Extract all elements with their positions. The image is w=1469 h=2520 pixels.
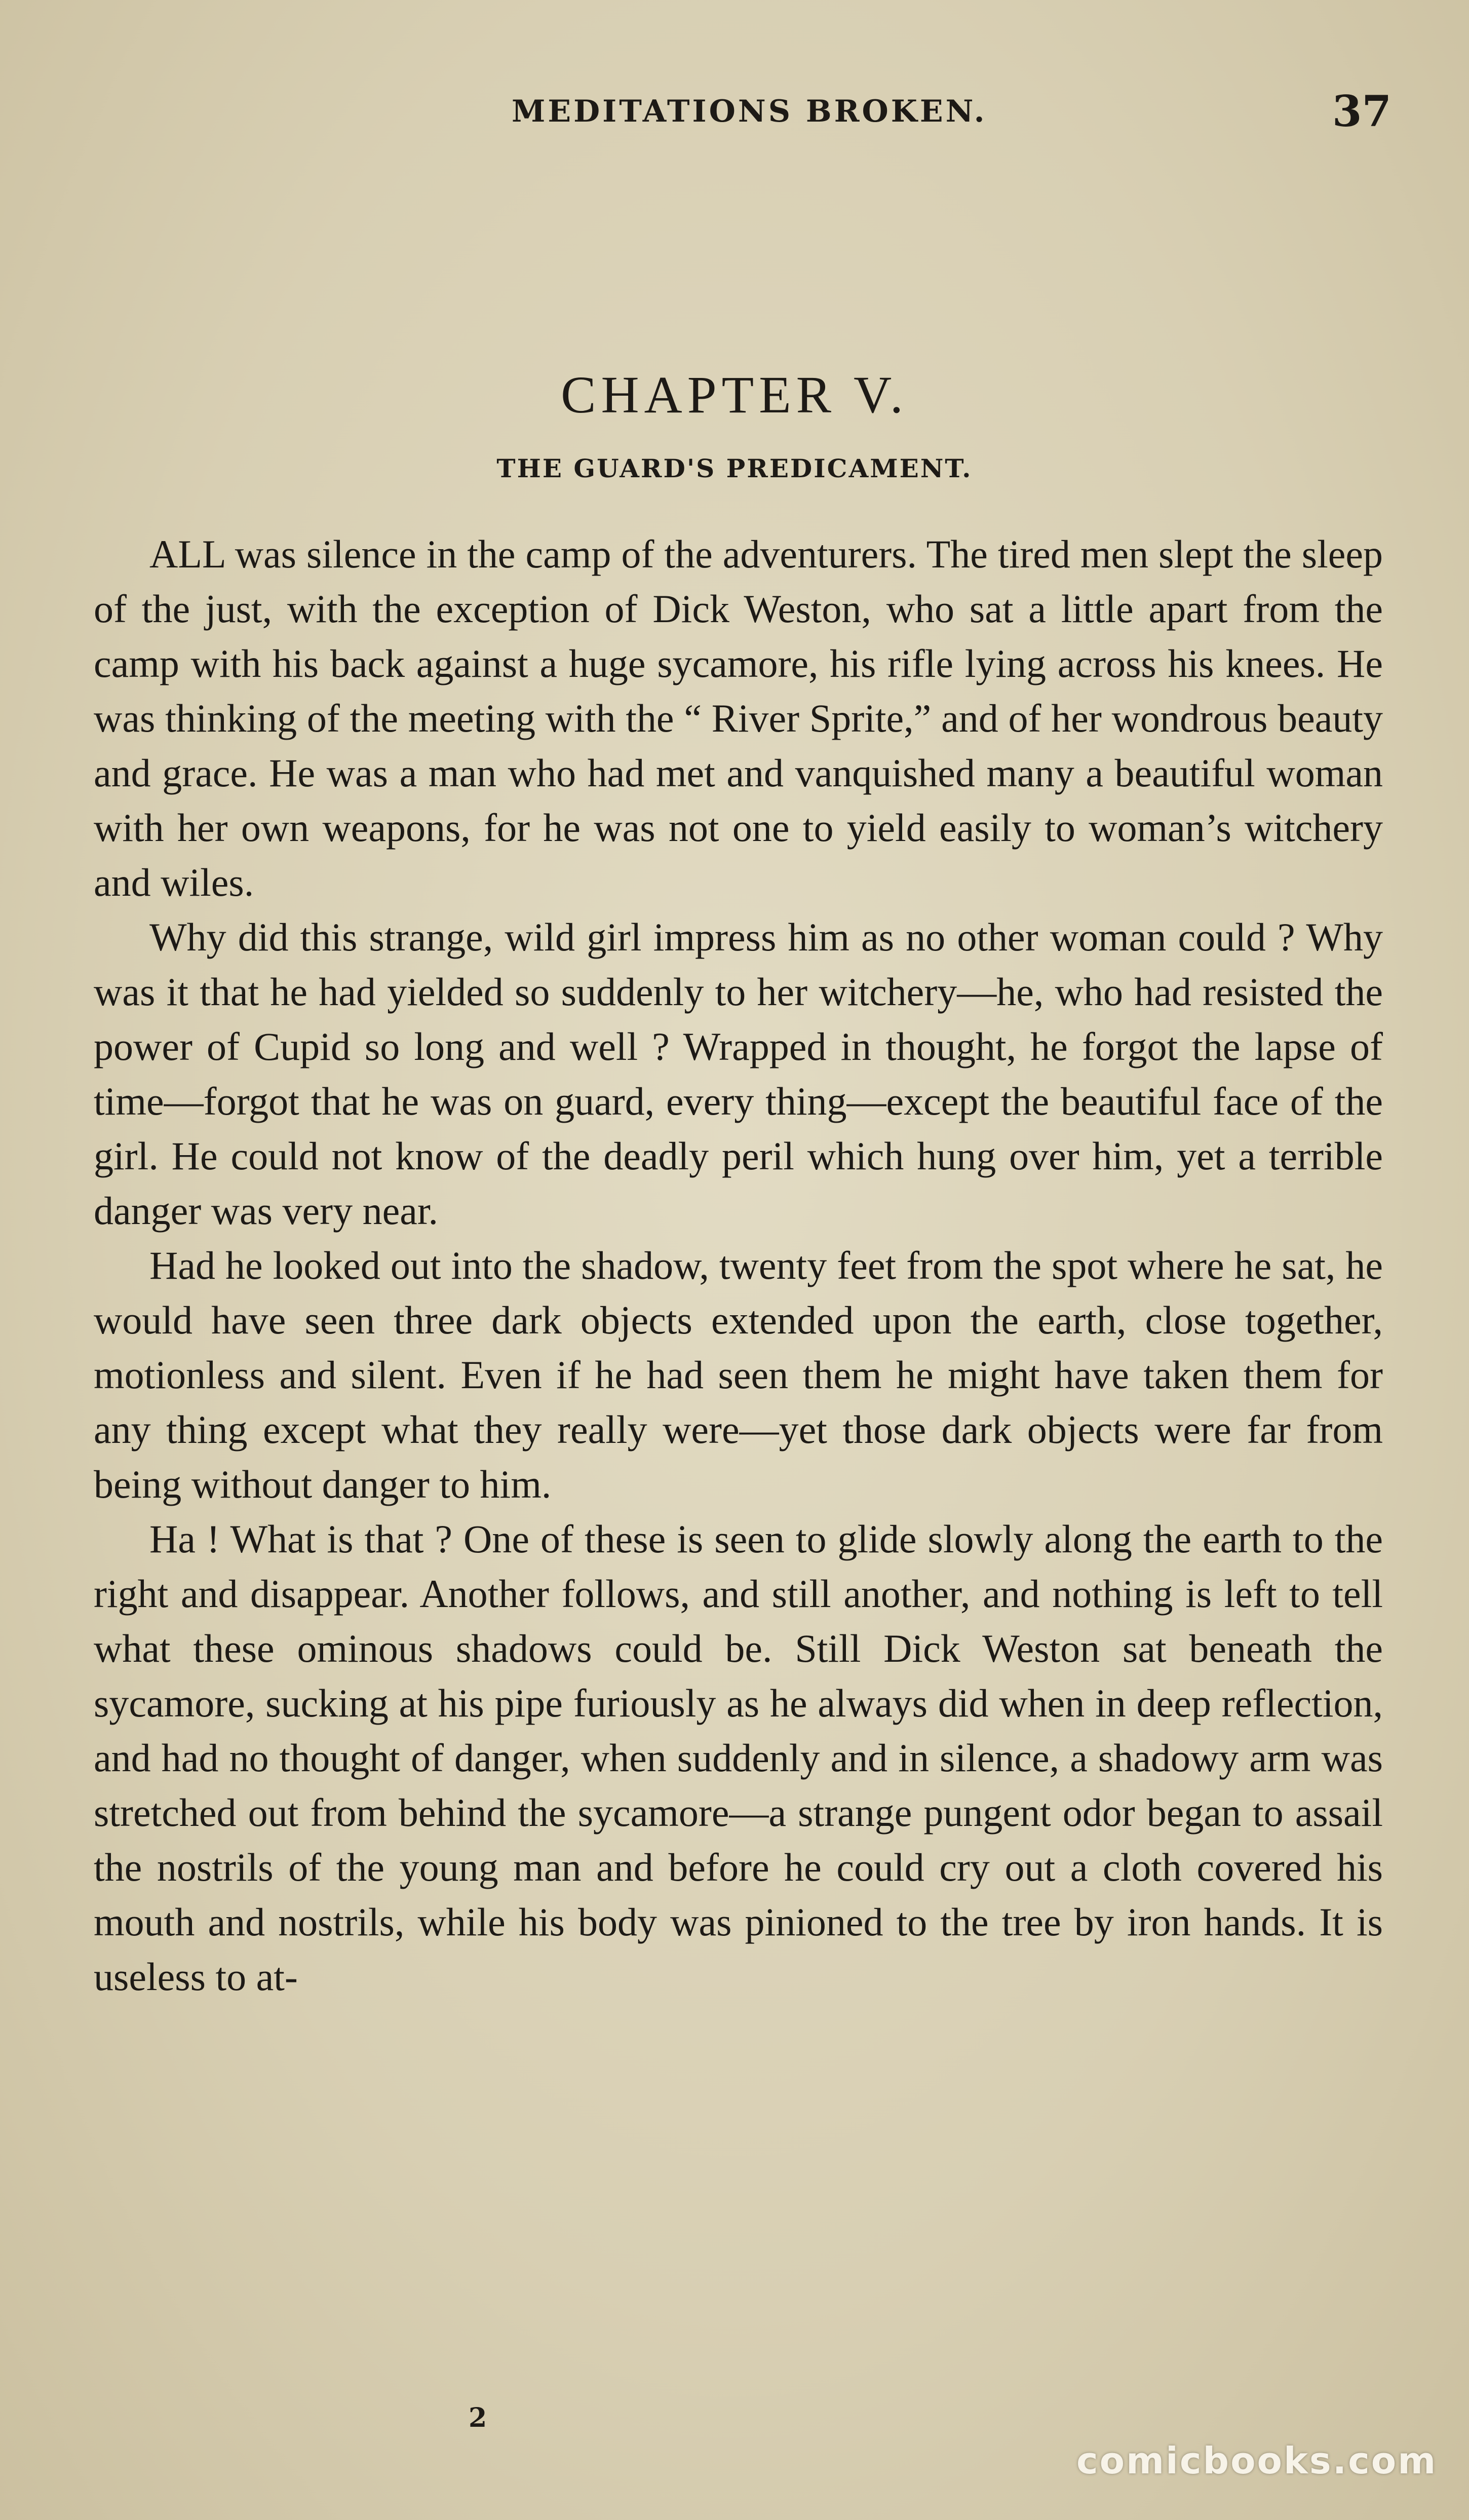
watermark: comicbooks.com xyxy=(1076,2439,1438,2482)
chapter-title: CHAPTER V. xyxy=(561,366,908,424)
paragraph-4: Ha ! What is that ? One of these is seen to glide slowly along the earth to the right and disappear. Another follows, and still another, and nothing is left to tell what these ominous shadows could be. Still Dick Weston sat beneath the sycamore, sucking at his pipe furiously as he always did when in deep reflection, and had no thought of danger, when suddenly and in silence, a shadowy arm was stretched out from behind the sycamore—a strange pungent odor began to assail the nostrils of the young man and before he could cry out a cloth covered his mouth and nostrils, while his body was pinioned to the tree by iron hands. It is useless to at- xyxy=(94,1517,1383,1999)
running-title: MEDITATIONS BROKEN. xyxy=(512,94,987,129)
paragraph-2: Why did this strange, wild girl impress him as no other woman could ? Why was it that he had yielded so suddenly to her witchery—he, who had resisted the power of Cupid so long and well ? Wrapped in thought, he forgot the lapse of time—forgot that he was on guard, every thing—except the beautiful face of the girl. He could not know of the deadly peril which hung over him, yet a terrible danger was very near. xyxy=(94,915,1383,1233)
chapter-subtitle: THE GUARD'S PREDICAMENT. xyxy=(496,453,973,483)
page-number: 37 xyxy=(1332,86,1391,136)
signature-mark: 2 xyxy=(469,2402,487,2433)
paragraph-1: ALL was silence in the camp of the adventurers. The tired men slept the sleep of the just, with the exception of Dick Weston, who sat a little apart from the camp with his back against a huge sycamore, his rifle lying across his knees. He was thinking of the meeting with the “ River Sprite,” and of her wondrous beauty and grace. He was a man who had met and vanquished many a beautiful woman with her own weapons, for he was not one to yield easily to woman’s witchery and wiles. xyxy=(94,532,1383,904)
body-text xyxy=(94,527,1383,2004)
paragraph-3: Had he looked out into the shadow, twenty feet from the spot where he sat, he would have seen three dark objects extended upon the earth, close together, motionless and silent. Even if he had seen them he might have taken them for any thing except what they really were—yet those dark objects were far from being without danger to him. xyxy=(94,1243,1383,1506)
